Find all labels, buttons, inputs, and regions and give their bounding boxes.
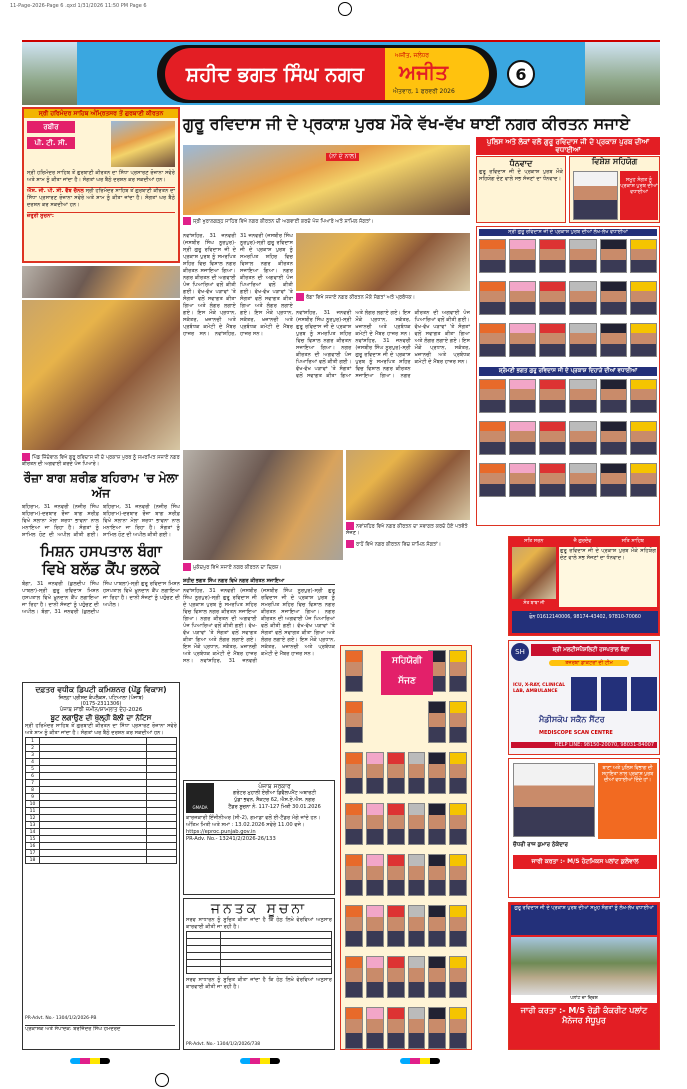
table-row [187, 932, 332, 939]
obit-text: ਗੁਰੂ ਰਵਿਦਾਸ ਜੀ ਦੇ ਪ੍ਰਕਾਸ਼ ਪੁਰਬ ਮੌਕੇ ਸਹਿਯੋਗ ਦੇਣ ਵਾਲੇ ਸਭ ਸੱਜਣਾਂ ਦਾ ਧੰਨਵਾਦ। [559, 547, 657, 607]
table-row [26, 801, 177, 808]
portrait-photo [387, 956, 405, 998]
story-text: ਨਵਾਂਸ਼ਹਿਰ, 31 ਜਨਵਰੀ (ਜਸਬੀਰ ਸਿੰਘ ਨੂਰਪੁਰ)-ਸ੍ਰੀ ਗੁਰੂ ਰਵਿਦਾਸ ਜੀ ਦੇ ਪ੍ਰਕਾਸ਼ ਪੁਰਬ ਨੂੰ ਸਮਰਪਿਤ ਸ਼ਹਿਰ ਵਿਚ ਵਿਸ਼ਾਲ ਨਗਰ ਕੀਰਤਨ ਸਜਾਇਆ ਗਿਆ। ਨਗਰ ਕੀਰਤਨ ਦੀ ਅਗਵਾਈ ਪੰਜ ਪਿਆਰਿਆਂ ਵਲੋਂ ਕੀਤੀ ਗਈ। ਵੱਖ-ਵੱਖ ਪੜਾਵਾਂ 'ਤੇ ਸੰਗਤਾਂ ਵਲੋਂ ਸਵਾਗਤ ਕੀਤਾ ਗਿਆ ਅਤੇ ਲੰਗਰ ਲਗਾਏ ਗਏ। ਇਸ ਮੌਕੇ ਪ੍ਰਧਾਨ, ਸਕੱਤਰ, ਖ਼ਜ਼ਾਨਚੀ ਅਤੇ ਪ੍ਰਬੰਧਕ ਕਮੇਟੀ ਦੇ ਮੈਂਬਰ ਹਾਜ਼ਰ ਸਨ। [296, 310, 411, 379]
row-cell [221, 946, 332, 953]
public-notice-body: ਸਰਵ ਸਾਧਾਰਨ ਨੂੰ ਸੂਚਿਤ ਕੀਤਾ ਜਾਂਦਾ ਹੈ ਕਿ ਹੇਠ ਲਿਖੇ ਵੇਰਵਿਆਂ ਅਨੁਸਾਰ ਕਾਰਵਾਈ ਕੀਤੀ ਜਾ ਰਹੀ ਹੈ। [186, 977, 332, 990]
table-row [26, 794, 177, 801]
row-number: 15 [26, 836, 40, 843]
greetings-bar: ਸ੍ਰੀ ਗੁਰੂ ਰਵਿਦਾਸ ਜੀ ਦੇ ਪ੍ਰਕਾਸ਼ ਪੁਰਬ ਦੀਆਂ ਲੱਖ-ਲੱਖ ਵਧਾਈਆਂ [479, 229, 657, 236]
photo-caption: ਮੁਕੰਦਪੁਰ ਵਿਖੇ ਸਜਾਏ ਨਗਰ ਕੀਰਤਨ ਦਾ ਦ੍ਰਿਸ਼। [183, 563, 343, 571]
portrait-photo [345, 701, 363, 743]
edition-label: ਅਜੀਤ, ਜਲੰਧਰ [395, 52, 430, 59]
row-cell [147, 850, 177, 857]
notice-table [25, 737, 177, 864]
row-cell [147, 759, 177, 766]
portrait-photo [600, 421, 627, 455]
row-cell [40, 843, 147, 850]
portrait-photo [630, 379, 657, 413]
portrait-photo [573, 171, 618, 220]
portrait-photo [408, 1007, 426, 1049]
portrait-photo [630, 239, 657, 273]
row-number: 6 [26, 773, 40, 780]
notice-office: ਦਫ਼ਤਰ ਵਧੀਕ ਡਿਪਟੀ ਕਮਿਸ਼ਨਰ (ਪੇਂਡੂ ਵਿਕਾਸ) [35, 685, 167, 694]
thanks-box [476, 156, 566, 223]
table-row [187, 967, 332, 974]
portrait-photo [600, 281, 627, 315]
portrait-photo [600, 379, 627, 413]
portrait-photo [479, 379, 506, 413]
notice-adv-no: PR-Advt. No.- 1304/1/2/2026-PB [25, 1016, 97, 1021]
imprint: ਪ੍ਰਕਾਸ਼ਕ ਅਤੇ ਸੰਪਾਦਕ: ਬਰਜਿੰਦਰ ਸਿੰਘ ਹਮਦਰਦ [25, 1025, 175, 1047]
row-cell [187, 967, 221, 974]
row-cell [187, 946, 221, 953]
portrait-photo [479, 281, 506, 315]
photo-caption: ਰਾਹੋਂ ਵਿਖੇ ਨਗਰ ਕੀਰਤਨ ਵਿਚ ਸ਼ਾਮਿਲ ਸੰਗਤਾਂ। [346, 540, 470, 548]
gmada-logo: GMADA [186, 783, 214, 813]
obit-header: ਜੈ ਗੁਰਦੇਵ [573, 538, 592, 544]
greetings-box [476, 226, 660, 526]
ad-issuer: ਜਾਰੀ ਕਰਤਾ :- M/S ਰੇਡੀ ਕੰਕਰੀਟ ਪਲਾਂਟ ਮੈਨੇਜਰ ਸੰਧੂਪੁਰ [520, 1006, 648, 1025]
main-headline: ਗੁਰੂ ਰਵਿਦਾਸ ਜੀ ਦੇ ਪ੍ਰਕਾਸ਼ ਪੁਰਬ ਮੌਕੇ ਵੱਖ-ਵੱਖ ਥਾਈਂ ਨਗਰ ਕੀਰਤਨ ਸਜਾਏ [183, 114, 630, 133]
row-number: 5 [26, 766, 40, 773]
right-headline: ਪੁਲਿਸ ਅਤੇ ਲੋਕਾਂ ਵਲੋਂ ਗੁਰੂ ਰਵਿਦਾਸ ਜੀ ਦੇ ਪ੍ਰਕਾਸ਼ ਪੁਰਬ ਦੀਆਂ ਵਧਾਈਆਂ [476, 137, 660, 155]
story-text: ਨਵਾਂਸ਼ਹਿਰ, 31 ਜਨਵਰੀ (ਜਸਬੀਰ ਸਿੰਘ ਨੂਰਪੁਰ)-ਸ੍ਰੀ ਗੁਰੂ ਰਵਿਦਾਸ ਜੀ ਦੇ ਪ੍ਰਕਾਸ਼ ਪੁਰਬ ਨੂੰ ਸਮਰਪਿਤ ਸ਼ਹਿਰ ਵਿਚ ਵਿਸ਼ਾਲ ਨਗਰ ਕੀਰਤਨ ਸਜਾਇਆ ਗਿਆ। ਨਗਰ ਕੀਰਤਨ ਦੀ ਅਗਵਾਈ ਪੰਜ ਪਿਆਰਿਆਂ ਵਲੋਂ ਕੀਤੀ ਗਈ। ਵੱਖ-ਵੱਖ ਪੜਾਵਾਂ 'ਤੇ ਸੰਗਤਾਂ ਵਲੋਂ ਸਵਾਗਤ ਕੀਤਾ ਗਿਆ ਅਤੇ ਲੰਗਰ ਲਗਾਏ ਗਏ। ਇਸ ਮੌਕੇ ਪ੍ਰਧਾਨ, ਸਕੱਤਰ, ਖ਼ਜ਼ਾਨਚੀ ਅਤੇ ਪ੍ਰਬੰਧਕ ਕਮੇਟੀ ਦੇ ਮੈਂਬਰ ਹਾਜ਼ਰ ਸਨ। [183, 233, 236, 337]
row-cell [40, 794, 147, 801]
story-headline: ਰੌਜ਼ਾ ਬਾਗ ਸ਼ਰੀਫ਼ ਬਹਿਰਾਮ 'ਚ ਮੇਲਾ ਅੱਜ [23, 470, 179, 500]
masthead-pill [157, 45, 497, 103]
table-row [26, 759, 177, 766]
row-cell [40, 801, 147, 808]
portrait-photo [428, 905, 446, 947]
portrait-photo [366, 752, 384, 794]
portrait-photo [428, 803, 446, 845]
table-row [26, 829, 177, 836]
table-row [26, 738, 177, 745]
row-cell [147, 794, 177, 801]
portrait-photo [408, 956, 426, 998]
row-cell [221, 953, 332, 960]
story-column [183, 578, 335, 668]
row-number: 2 [26, 745, 40, 752]
row-cell [147, 738, 177, 745]
portrait-photo [428, 701, 446, 743]
portrait-photo [449, 650, 467, 692]
portrait-photo [387, 854, 405, 896]
photo-tag: (ਨਾਂ ਦੇ ਨਾਲ) [326, 153, 359, 161]
row-cell [40, 738, 147, 745]
portrait-photo [600, 463, 627, 497]
channel-tag: ਪੀ. ਟੀ. ਸੀ. [27, 137, 75, 149]
portrait-photo [509, 379, 536, 413]
row-cell [147, 815, 177, 822]
portrait-photo [569, 239, 596, 273]
row-cell [40, 815, 147, 822]
story-body [22, 581, 180, 616]
hospital-logo-icon: SH [511, 643, 529, 661]
row-cell [40, 759, 147, 766]
story-text: ਬਹਿਰਾਮ, 31 ਜਨਵਰੀ (ਨਜ਼ੀਰ ਸਿੰਘ ਬਹਿਰਾਮ)-ਦਰਬਾਰ ਰੌਜ਼ਾ ਬਾਗ ਸ਼ਰੀਫ਼ ਵਿਖੇ ਸਲਾਨਾ ਮੇਲਾ ਸ਼ਰਧਾ ਭਾਵਨਾ ਨਾਲ ਮਨਾਇਆ ਜਾ ਰਿਹਾ ਹੈ। ਸੰਗਤਾਂ ਨੂੰ ਸ਼ਾਮਿਲ ਹੋਣ ਦੀ ਅਪੀਲ ਕੀਤੀ ਗਈ। [22, 503, 99, 538]
portrait-photo [366, 1007, 384, 1049]
table-row [26, 857, 177, 864]
portrait-photo [509, 281, 536, 315]
greetings-portraits [479, 379, 657, 497]
note-label: ਜ਼ਰੂਰੀ ਸੂਚਨਾ: [27, 213, 54, 219]
greetings-bar: ਸ਼੍ਰੋਮਣੀ ਭਗਤ ਗੁਰੂ ਰਵਿਦਾਸ ਜੀ ਦੇ ਪ੍ਰਕਾਸ਼ ਦਿਹਾੜੇ ਦੀਆਂ ਵਧਾਈਆਂ [479, 367, 657, 376]
row-number: 10 [26, 801, 40, 808]
photo-caption-plain: ਪਲਾਂਟ ਦਾ ਦ੍ਰਿਸ਼ [511, 995, 657, 1003]
story-headline: ਮਿਸ਼ਨ ਹਸਪਤਾਲ ਬੰਗਾ [40, 541, 162, 560]
welcome-photo [346, 450, 470, 520]
authority-address: ਪੁੱਡਾ ਭਵਨ, ਸੈਕਟਰ 62, ਐਸ.ਏ.ਐਸ. ਨਗਰ [234, 797, 315, 803]
table-row [187, 953, 332, 960]
public-notice-adv-no: PR-Advt. No.- 1304/1/2/2026/738 [186, 1042, 261, 1047]
hospital-services: ICU, X-RAY, CLINICAL LAB, AMBULANCE [513, 683, 566, 694]
note-label: ਐਸ. ਜੀ. ਪੀ. ਸੀ. ਵੈੱਬ ਚੈਨਲ [27, 188, 84, 194]
scan-centre-name: ਮੈਡੀਸਕੋਪ ਸਕੈਨ ਸੈਂਟਰ [539, 715, 605, 724]
row-cell [187, 960, 221, 967]
story-text: ਨਵਾਂਸ਼ਹਿਰ, 31 ਜਨਵਰੀ (ਜਸਬੀਰ ਸਿੰਘ ਨੂਰਪੁਰ)-ਸ੍ਰੀ ਗੁਰੂ ਰਵਿਦਾਸ ਜੀ ਦੇ ਪ੍ਰਕਾਸ਼ ਪੁਰਬ ਨੂੰ ਸਮਰਪਿਤ ਸ਼ਹਿਰ ਵਿਚ ਵਿਸ਼ਾਲ ਨਗਰ ਕੀਰਤਨ ਸਜਾਇਆ ਗਿਆ। ਨਗਰ ਕੀਰਤਨ ਦੀ ਅਗਵਾਈ ਪੰਜ ਪਿਆਰਿਆਂ ਵਲੋਂ ਕੀਤੀ ਗਈ। ਵੱਖ-ਵੱਖ ਪੜਾਵਾਂ 'ਤੇ ਸੰਗਤਾਂ ਵਲੋਂ ਸਵਾਗਤ ਕੀਤਾ ਗਿਆ ਅਤੇ ਲੰਗਰ ਲਗਾਏ ਗਏ। ਇਸ ਮੌਕੇ ਪ੍ਰਧਾਨ, ਸਕੱਤਰ, ਖ਼ਜ਼ਾਨਚੀ ਅਤੇ ਪ੍ਰਬੰਧਕ ਕਮੇਟੀ ਦੇ ਮੈਂਬਰ ਹਾਜ਼ਰ ਸਨ। [200, 588, 335, 664]
row-number: 4 [26, 759, 40, 766]
portrait-photo [539, 463, 566, 497]
tender-number: ਟੈਂਡਰ ਸੂਚਨਾ ਨੰ. 117-127 ਮਿਤੀ 30.01.2026 [228, 804, 321, 810]
portrait-photo [569, 463, 596, 497]
channel-tag: ਰਬੀਰ [27, 121, 75, 133]
portrait-photo [345, 1007, 363, 1049]
story-text: ਨਵਾਂਸ਼ਹਿਰ, 31 ਜਨਵਰੀ (ਜਸਬੀਰ ਸਿੰਘ ਨੂਰਪੁਰ)-ਸ੍ਰੀ ਗੁਰੂ ਰਵਿਦਾਸ ਜੀ ਦੇ ਪ੍ਰਕਾਸ਼ ਪੁਰਬ ਨੂੰ ਸਮਰਪਿਤ ਸ਼ਹਿਰ ਵਿਚ ਵਿਸ਼ਾਲ ਨਗਰ ਕੀਰਤਨ ਸਜਾਇਆ ਗਿਆ। ਨਗਰ ਕੀਰਤਨ ਦੀ ਅਗਵਾਈ ਪੰਜ ਪਿਆਰਿਆਂ ਵਲੋਂ ਕੀਤੀ ਗਈ। ਵੱਖ-ਵੱਖ ਪੜਾਵਾਂ 'ਤੇ ਸੰਗਤਾਂ ਵਲੋਂ ਸਵਾਗਤ ਕੀਤਾ ਗਿਆ ਅਤੇ ਲੰਗਰ ਲਗਾਏ ਗਏ। ਇਸ ਮੌਕੇ ਪ੍ਰਧਾਨ, ਸਕੱਤਰ, ਖ਼ਜ਼ਾਨਚੀ ਅਤੇ ਪ੍ਰਬੰਧਕ ਕਮੇਟੀ ਦੇ ਮੈਂਬਰ ਹਾਜ਼ਰ ਸਨ। [183, 588, 257, 664]
row-cell [40, 766, 147, 773]
row-cell [147, 766, 177, 773]
story-text: ਬੰਗਾ, 31 ਜਨਵਰੀ (ਕੁਲਦੀਪ ਸਿੰਘ ਪਾਬਲਾ)-ਸ੍ਰੀ ਗੁਰੂ ਰਵਿਦਾਸ ਮਿਸ਼ਨ ਹਸਪਤਾਲ ਵਿਖੇ ਖ਼ੂਨਦਾਨ ਕੈਂਪ ਲਗਾਇਆ ਜਾ ਰਿਹਾ ਹੈ। ਦਾਨੀ ਸੱਜਣਾਂ ਨੂੰ ਪਹੁੰਚਣ ਦੀ ਅਪੀਲ। [22, 580, 99, 615]
portrait-photo [539, 239, 566, 273]
portrait-photo [449, 1007, 467, 1049]
portrait-photo [569, 421, 596, 455]
obit-header: ਸਤਿ ਸਰਨ [524, 538, 544, 544]
procession-photo [296, 233, 470, 291]
photo-caption: ਪਿੰਡ ਜਿੰਦੋਵਾਲ ਵਿਖੇ ਗੁਰੂ ਰਵਿਦਾਸ ਜੀ ਦੇ ਪ੍ਰਕਾਸ਼ ਪੁਰਬ ਨੂੰ ਸਮਰਪਿਤ ਸਜਾਏ ਨਗਰ ਕੀਰਤਨ ਦੀ ਅਗਵਾਈ ਕਰਦੇ ਪੰਜ ਪਿਆਰੇ। [22, 454, 180, 467]
tender-link[interactable]: https://eproc.punjab.gov.in [186, 829, 256, 835]
row-cell [147, 752, 177, 759]
tender-body: ਕਾਰਜਕਾਰੀ ਇੰਜੀਨੀਅਰ (ਸੀ-2), ਗਮਾਡਾ ਵਲੋਂ ਈ-ਟੈਂਡਰ ਮੰਗੇ ਜਾਂਦੇ ਹਨ। [186, 815, 321, 821]
tender-adv-no: PR-Adv. No.- 13241/2/2026-26/133 [186, 836, 276, 842]
thanks-title: ਧੰਨਵਾਦ [509, 159, 533, 168]
portrait-photo [569, 281, 596, 315]
portrait-photo [509, 323, 536, 357]
portrait-photo [345, 854, 363, 896]
portrait-photo [345, 650, 363, 692]
portrait-photo [366, 854, 384, 896]
row-cell [147, 787, 177, 794]
row-cell [40, 787, 147, 794]
portrait-photo [408, 854, 426, 896]
table-row [26, 787, 177, 794]
row-cell [40, 822, 147, 829]
scan-centre-name-en: MEDISCOPE SCAN CENTRE [539, 730, 613, 736]
table-row [26, 752, 177, 759]
portrait-photo [428, 854, 446, 896]
gmada-tender [183, 780, 335, 895]
portrait-photo [408, 752, 426, 794]
row-cell [40, 745, 147, 752]
portrait-photo [387, 803, 405, 845]
portrait-photo [479, 463, 506, 497]
table-row [187, 946, 332, 953]
table-row [26, 780, 177, 787]
portrait-photo [408, 905, 426, 947]
obit-header: ਸਤਿ ਸਾਹਿਬ [621, 538, 644, 544]
row-number: 16 [26, 843, 40, 850]
public-notice-table [186, 931, 332, 974]
table-row [26, 766, 177, 773]
row-cell [40, 773, 147, 780]
table-row [26, 815, 177, 822]
contractor-ad [508, 758, 660, 898]
portrait-photo [449, 854, 467, 896]
row-number: 7 [26, 780, 40, 787]
story-body [296, 310, 470, 380]
left-stories [22, 453, 180, 619]
contractor-photo [513, 763, 595, 837]
row-number: 18 [26, 857, 40, 864]
brand-logo: ਅਜੀਤ [399, 60, 449, 84]
portrait-photo [449, 905, 467, 947]
special-box [569, 156, 660, 223]
row-cell [40, 836, 147, 843]
row-number: 8 [26, 787, 40, 794]
ad-text: ਥਾਣਾ ਅਤੇ ਪੁਲਿਸ ਵਿਭਾਗ ਦੀ ਸਹਾਇਤਾ ਨਾਲ ਪ੍ਰਕਾਸ਼ ਪੁਰਬ ਦੀਆਂ ਵਧਾਈਆਂ ਦਿੰਦੇ ਹਾਂ। [598, 763, 657, 839]
portrait-photo [345, 752, 363, 794]
contractor-name: ਚੌਧਰੀ ਰਾਜ ਕੁਮਾਰ ਠੇਕੇਦਾਰ [513, 842, 568, 848]
welcome-captions [346, 522, 470, 551]
sahyogi-title-line: ਸਹਿਯੋਗੀ [392, 656, 422, 666]
story-text: ਨਵਾਂਸ਼ਹਿਰ, 31 ਜਨਵਰੀ (ਜਸਬੀਰ ਸਿੰਘ ਨੂਰਪੁਰ)-ਸ੍ਰੀ ਗੁਰੂ ਰਵਿਦਾਸ ਜੀ ਦੇ ਪ੍ਰਕਾਸ਼ ਪੁਰਬ ਨੂੰ ਸਮਰਪਿਤ ਸ਼ਹਿਰ ਵਿਚ ਵਿਸ਼ਾਲ ਨਗਰ ਕੀਰਤਨ ਸਜਾਇਆ ਗਿਆ। ਨਗਰ ਕੀਰਤਨ ਦੀ ਅਗਵਾਈ ਪੰਜ ਪਿਆਰਿਆਂ ਵਲੋਂ ਕੀਤੀ ਗਈ। ਵੱਖ-ਵੱਖ ਪੜਾਵਾਂ 'ਤੇ ਸੰਗਤਾਂ ਵਲੋਂ ਸਵਾਗਤ ਕੀਤਾ ਗਿਆ ਅਤੇ ਲੰਗਰ ਲਗਾਏ ਗਏ। ਇਸ ਮੌਕੇ ਪ੍ਰਧਾਨ, ਸਕੱਤਰ, ਖ਼ਜ਼ਾਨਚੀ ਅਤੇ ਪ੍ਰਬੰਧਕ ਕਮੇਟੀ ਦੇ ਮੈਂਬਰ ਹਾਜ਼ਰ ਸਨ। [355, 310, 470, 379]
color-registration-bar [400, 1058, 440, 1064]
ad-bar: ਗੁਰੂ ਰਵਿਦਾਸ ਜੀ ਦੇ ਪ੍ਰਕਾਸ਼ ਪੁਰਬ ਦੀਆਂ ਸਮੂਹ ਸੰਗਤਾਂ ਨੂੰ ਲੱਖ-ਲੱਖ ਵਧਾਈਆਂ [511, 905, 657, 935]
obit-contact: ਫੋਨ 01612140006, 98174-43402, 97810-70060 [512, 611, 658, 633]
registration-mark-icon [155, 1073, 169, 1087]
sahyogi-title [381, 651, 433, 695]
govt-label: ਪੰਜਾਬ ਸਰਕਾਰ [258, 783, 291, 790]
row-cell [187, 953, 221, 960]
subhead: ਸ਼ਹੀਦ ਭਗਤ ਸਿੰਘ ਨਗਰ ਵਿਖੇ ਨਗਰ ਕੀਰਤਨ ਸਜਾਇਆ [183, 578, 335, 585]
row-cell [147, 780, 177, 787]
kirtan-text: ਸ੍ਰੀ ਹਰਿਮੰਦਰ ਸਾਹਿਬ ਤੋਂ ਗੁਰਬਾਣੀ ਕੀਰਤਨ ਦਾ ਸਿੱਧਾ ਪ੍ਰਸਾਰਣ ਰੋਜ਼ਾਨਾ ਸਵੇਰੇ ਅਤੇ ਸ਼ਾਮ ਨੂੰ ਕੀਤਾ ਜਾਂਦਾ ਹੈ। ਸੰਗਤਾਂ ਘਰ ਬੈਠੇ ਦਰਸ਼ਨ ਕਰ ਸਕਦੀਆਂ ਹਨ। [27, 170, 175, 183]
sahyogi-title-line: ਸੱਜਣ [398, 676, 416, 686]
color-registration-bar [240, 1058, 280, 1064]
notice-phone: (0175-2311306) [80, 701, 122, 707]
table-row [26, 843, 177, 850]
row-cell [187, 939, 221, 946]
hospital-ad [508, 640, 660, 755]
portrait-photo [509, 463, 536, 497]
portrait-photo [449, 752, 467, 794]
table-row [26, 822, 177, 829]
portrait-photo [479, 239, 506, 273]
row-cell [147, 843, 177, 850]
row-number: 1 [26, 738, 40, 745]
portrait-photo [366, 905, 384, 947]
row-cell [40, 752, 147, 759]
portrait-photo [387, 752, 405, 794]
row-cell [147, 773, 177, 780]
table-row [187, 960, 332, 967]
memorial-photo [585, 42, 660, 105]
portrait-photo [345, 803, 363, 845]
issue-date: ਐਤਵਾਰ, 1 ਫਰਵਰੀ 2026 [393, 88, 455, 95]
row-number: 13 [26, 822, 40, 829]
kirtan-box-title: ਸ੍ਰੀ ਹਰਿਮੰਦਰ ਸਾਹਿਬ ਅੰਮ੍ਰਿਤਸਰ ਤੋਂ ਗੁਰਬਾਣੀ ਕੀਰਤਨ [24, 109, 178, 118]
row-cell [147, 801, 177, 808]
story-body [183, 588, 335, 665]
portrait-photo [428, 752, 446, 794]
portrait-photo [479, 323, 506, 357]
portrait-photo [509, 421, 536, 455]
row-cell [221, 967, 332, 974]
masthead [22, 40, 660, 105]
row-cell [147, 745, 177, 752]
photo-caption: ਸ੍ਰੀ ਖੁਰਾਲਗੜ੍ਹ ਸਾਹਿਬ ਵਿਖੇ ਨਗਰ ਕੀਰਤਨ ਦੀ ਅਗਵਾਈ ਕਰਦੇ ਪੰਜ ਪਿਆਰੇ ਅਤੇ ਸ਼ਾਮਿਲ ਸੰਗਤਾਂ। [183, 217, 470, 225]
row-number: 17 [26, 850, 40, 857]
stage-photo [22, 266, 180, 298]
row-cell [40, 780, 147, 787]
row-cell [40, 857, 147, 864]
table-row [187, 939, 332, 946]
row-number: 3 [26, 752, 40, 759]
tender-notice [22, 682, 180, 1050]
story-body [22, 504, 180, 539]
portrait-photo [600, 239, 627, 273]
portrait-photo [428, 956, 446, 998]
portrait-photo [630, 281, 657, 315]
row-number: 11 [26, 808, 40, 815]
ad-issuer: ਜਾਰੀ ਕਰਤਾ :- M/S ਹੋਟਮਿਕਸ ਪਲਾਂਟ ਕੁਲੇਵਾਲ [513, 855, 657, 869]
thanks-text: ਗੁਰੂ ਰਵਿਦਾਸ ਜੀ ਦੇ ਪ੍ਰਕਾਸ਼ ਪੁਰਬ ਮੌਕੇ ਸਹਿਯੋਗ ਦੇਣ ਵਾਲੇ ਸਭ ਸੱਜਣਾਂ ਦਾ ਧੰਨਵਾਦ। [479, 169, 563, 182]
portrait-photo [569, 379, 596, 413]
story-text: ਨਵਾਂਸ਼ਹਿਰ, 31 ਜਨਵਰੀ (ਜਸਬੀਰ ਸਿੰਘ ਨੂਰਪੁਰ)-ਸ੍ਰੀ ਗੁਰੂ ਰਵਿਦਾਸ ਜੀ ਦੇ ਪ੍ਰਕਾਸ਼ ਪੁਰਬ ਨੂੰ ਸਮਰਪਿਤ ਸ਼ਹਿਰ ਵਿਚ ਵਿਸ਼ਾਲ ਨਗਰ ਕੀਰਤਨ ਸਜਾਇਆ ਗਿਆ। ਨਗਰ ਕੀਰਤਨ ਦੀ ਅਗਵਾਈ ਪੰਜ ਪਿਆਰਿਆਂ ਵਲੋਂ ਕੀਤੀ ਗਈ। ਵੱਖ-ਵੱਖ ਪੜਾਵਾਂ 'ਤੇ ਸੰਗਤਾਂ ਵਲੋਂ ਸਵਾਗਤ ਕੀਤਾ ਗਿਆ ਅਤੇ ਲੰਗਰ ਲਗਾਏ ਗਏ। ਇਸ ਮੌਕੇ ਪ੍ਰਧਾਨ, ਸਕੱਤਰ, ਖ਼ਜ਼ਾਨਚੀ ਅਤੇ ਪ੍ਰਬੰਧਕ ਕਮੇਟੀ ਦੇ ਮੈਂਬਰ ਹਾਜ਼ਰ ਸਨ। [214, 233, 293, 337]
hospital-name: ਸ਼੍ਰੀ ਮਲਟੀਸਪੈਸ਼ਲਿਟੀ ਹਸਪਤਾਲ ਬੰਗਾ [531, 644, 651, 656]
portrait-photo [449, 956, 467, 998]
row-cell [147, 857, 177, 864]
portrait-photo [630, 323, 657, 357]
portrait-photo [366, 956, 384, 998]
photo-caption: ਨਵਾਂਸ਼ਹਿਰ ਵਿਖੇ ਨਗਰ ਕੀਰਤਨ ਦਾ ਸਵਾਗਤ ਕਰਦੇ ਹੋਏ ਪਤਵੰਤੇ ਸੱਜਣ। [346, 522, 470, 537]
portrait-photo [600, 323, 627, 357]
saint-name: ਸੰਤ ਬਾਬਾ ਜੀ [523, 601, 545, 606]
portrait-photo [569, 323, 596, 357]
table-row [26, 850, 177, 857]
note-text: ਸ੍ਰੀ ਹਰਿਮੰਦਰ ਸਾਹਿਬ ਤੋਂ ਗੁਰਬਾਣੀ ਕੀਰਤਨ ਦਾ ਸਿੱਧਾ ਪ੍ਰਸਾਰਣ ਰੋਜ਼ਾਨਾ ਸਵੇਰੇ ਅਤੇ ਸ਼ਾਮ ਨੂੰ ਕੀਤਾ ਜਾਂਦਾ ਹੈ। ਸੰਗਤਾਂ ਘਰ ਬੈਠੇ ਦਰਸ਼ਨ ਕਰ ਸਕਦੀਆਂ ਹਨ। [27, 188, 175, 208]
row-cell [221, 960, 332, 967]
row-cell [40, 808, 147, 815]
row-cell [40, 829, 147, 836]
obituary-box [508, 536, 660, 636]
portrait-photo [630, 463, 657, 497]
greetings-portraits [479, 239, 657, 357]
plant-photo [511, 937, 657, 995]
tender-deadline: ਅੰਤਿਮ ਮਿਤੀ ਅਤੇ ਸਮਾਂ : 13.02.2026 ਸਵੇਰੇ 11.00 ਵਜੇ। [186, 822, 305, 828]
notice-subject: ਪੰਜਾਬ ਸਾਂਝੀ ਜ਼ਮੀਨ/ਸ਼ਾਮਲਾਤ ਦੇਹ-2026 [59, 707, 143, 713]
portrait-photo [539, 323, 566, 357]
saint-photo [512, 547, 556, 599]
row-cell [221, 932, 332, 939]
table-row [26, 745, 177, 752]
row-number: 14 [26, 829, 40, 836]
portrait-photo [387, 905, 405, 947]
sahyogi-sajjan-box [340, 645, 472, 1050]
special-text: ਸਮੂਹ ਸੰਗਤ ਨੂੰ ਪ੍ਰਕਾਸ਼ ਪੁਰਬ ਦੀਆਂ ਵਧਾਈਆਂ [620, 171, 658, 220]
service-tiles [571, 677, 657, 711]
row-cell [40, 850, 147, 857]
golden-temple-photo [111, 121, 175, 167]
portrait-photo [387, 1007, 405, 1049]
portrait-photo [345, 956, 363, 998]
portrait-photo [539, 379, 566, 413]
portrait-photo [366, 803, 384, 845]
row-cell [147, 836, 177, 843]
sangat-photo [22, 300, 180, 450]
row-cell [147, 829, 177, 836]
row-cell [187, 932, 221, 939]
portrait-photo [509, 239, 536, 273]
district-title: ਸ਼ਹੀਦ ਭਗਤ ਸਿੰਘ ਨਗਰ [165, 48, 385, 100]
table-row [26, 836, 177, 843]
portrait-photo [345, 905, 363, 947]
nagar-kirtan-photo [183, 450, 343, 560]
portrait-photo [479, 421, 506, 455]
page-number: 6 [507, 60, 535, 88]
row-cell [147, 808, 177, 815]
notice-title: ਬੂਟ ਲਗਾਉਣ ਦੀ ਖੁੱਲ੍ਹੀ ਬੋਲੀ ਦਾ ਨੋਟਿਸ [50, 714, 152, 722]
statue-photo [22, 42, 77, 105]
row-cell [221, 939, 332, 946]
special-title: ਵਿਸ਼ੇਸ਼ ਸਹਿਯੋਗ [591, 157, 638, 166]
portrait-photo [449, 803, 467, 845]
table-row [26, 808, 177, 815]
registration-mark-icon [338, 2, 352, 16]
public-notice-body: ਸਰਵ ਸਾਧਾਰਨ ਨੂੰ ਸੂਚਿਤ ਕੀਤਾ ਜਾਂਦਾ ਹੈ ਕਿ ਹੇਠ ਲਿਖੇ ਵੇਰਵਿਆਂ ਅਨੁਸਾਰ ਕਾਰਵਾਈ ਕੀਤੀ ਜਾ ਰਹੀ ਹੈ। [186, 917, 332, 930]
portrait-photo [630, 421, 657, 455]
story-text: ਬੰਗਾ, 31 ਜਨਵਰੀ (ਕੁਲਦੀਪ ਸਿੰਘ ਪਾਬਲਾ)-ਸ੍ਰੀ ਗੁਰੂ ਰਵਿਦਾਸ ਮਿਸ਼ਨ ਹਸਪਤਾਲ ਵਿਖੇ ਖ਼ੂਨਦਾਨ ਕੈਂਪ ਲਗਾਇਆ ਜਾ ਰਿਹਾ ਹੈ। ਦਾਨੀ ਸੱਜਣਾਂ ਨੂੰ ਪਹੁੰਚਣ ਦੀ ਅਪੀਲ। [41, 580, 180, 615]
portrait-photo [428, 1007, 446, 1049]
color-registration-bar [70, 1058, 110, 1064]
sahyogi-portraits [345, 650, 467, 1049]
print-slug: 11-Page-2026-Page 6 .qxd 1/31/2026 11:50 PM Page 6 [10, 3, 147, 9]
kirtan-box [22, 107, 180, 263]
photo-caption: ਬੰਗਾ ਵਿਖੇ ਸਜਾਏ ਨਗਰ ਕੀਰਤਨ ਮੌਕੇ ਸੰਗਤਾਂ ਅਤੇ ਪ੍ਰਬੰਧਕ। [296, 293, 470, 301]
helpline: HELP LINE: 98150-20070, 98031-84007 [511, 742, 657, 748]
portrait-photo [449, 701, 467, 743]
public-notice-title: ਜਨਤਕ ਸੂਚਨਾ [210, 901, 308, 917]
row-number: 12 [26, 815, 40, 822]
notice-body: ਸ੍ਰੀ ਹਰਿਮੰਦਰ ਸਾਹਿਬ ਤੋਂ ਗੁਰਬਾਣੀ ਕੀਰਤਨ ਦਾ ਸਿੱਧਾ ਪ੍ਰਸਾਰਣ ਰੋਜ਼ਾਨਾ ਸਵੇਰੇ ਅਤੇ ਸ਼ਾਮ ਨੂੰ ਕੀਤਾ ਜਾਂਦਾ ਹੈ। ਸੰਗਤਾਂ ਘਰ ਬੈਠੇ ਦਰਸ਼ਨ ਕਰ ਸਕਦੀਆਂ ਹਨ। [25, 723, 177, 736]
portrait-photo [408, 803, 426, 845]
portrait-photo [539, 421, 566, 455]
plant-ad [508, 902, 660, 1050]
public-notice [183, 898, 335, 1050]
story-headline: ਵਿਖੇ ਬਲੱਡ ਕੈਂਪ ਭਲਕੇ [41, 559, 161, 578]
row-number: 9 [26, 794, 40, 801]
row-cell [147, 822, 177, 829]
story-text: ਬਹਿਰਾਮ, 31 ਜਨਵਰੀ (ਨਜ਼ੀਰ ਸਿੰਘ ਬਹਿਰਾਮ)-ਦਰਬਾਰ ਰੌਜ਼ਾ ਬਾਗ ਸ਼ਰੀਫ਼ ਵਿਖੇ ਸਲਾਨਾ ਮੇਲਾ ਸ਼ਰਧਾ ਭਾਵਨਾ ਨਾਲ ਮਨਾਇਆ ਜਾ ਰਿਹਾ ਹੈ। ਸੰਗਤਾਂ ਨੂੰ ਸ਼ਾਮਿਲ ਹੋਣ ਦੀ ਅਪੀਲ ਕੀਤੀ ਗਈ। [103, 503, 180, 538]
story-body [183, 233, 293, 338]
hospital-slogan: ਤਜਰਬਾ ਡਾਕਟਰਾਂ ਦੀ ਟੀਮ [549, 660, 629, 666]
notice-address: ਜ਼ਿਲ੍ਹਾ ਪ੍ਰੀਸ਼ਦ ਕੰਪਲੈਕਸ, ਪਟਿਆਲਾ (ਪੰਜਾਬ) [58, 695, 144, 701]
table-row [26, 773, 177, 780]
portrait-photo [539, 281, 566, 315]
authority-name: ਗਰੇਟਰ ਮੁਹਾਲੀ ਏਰੀਆ ਡਿਵੈਲਪਮੈਂਟ ਅਥਾਰਟੀ [232, 790, 317, 796]
